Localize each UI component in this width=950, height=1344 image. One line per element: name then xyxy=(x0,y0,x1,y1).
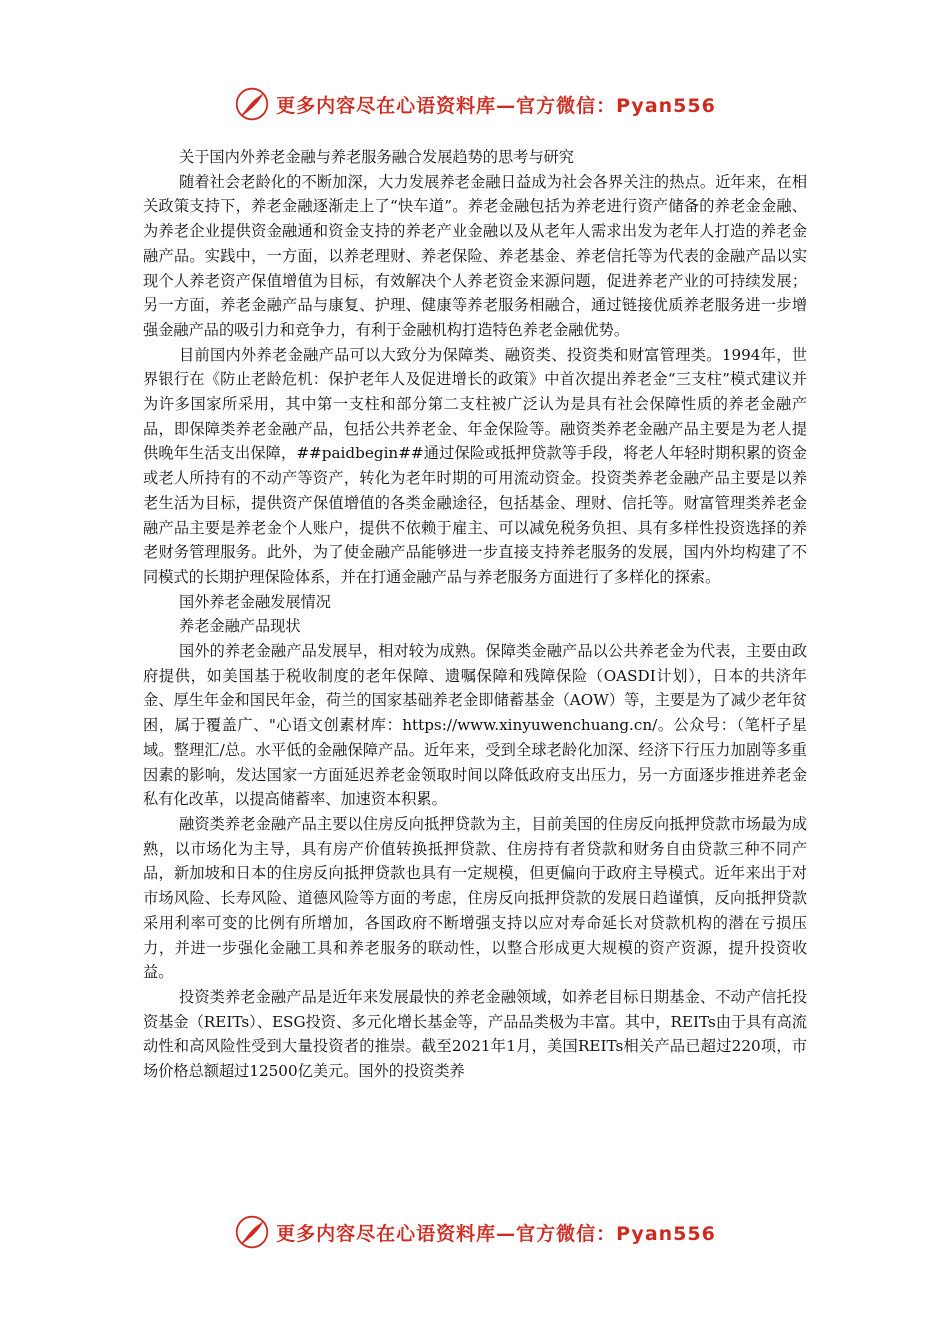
document-title: 关于国内外养老金融与养老服务融合发展趋势的思考与研究 xyxy=(179,148,574,166)
header-watermark-banner xyxy=(0,84,950,124)
feather-pen-logo-icon xyxy=(234,1214,270,1250)
paragraph-financing-products: 融资类养老金融产品主要以住房反向抵押贷款为主，目前美国的住房反向抵押贷款市场最为成熟，以市场化为主导，具有房产价值转换抵押贷款、住房持有者贷款和财务自由贷款三种不同产品，新加坡和日本的住房反向抵押贷款也具有一定规模，但更偏向于政府主导模式。近年来出于对市场风险、长寿风险、道德风险等方面的考虑，住房反向抵押贷款的发展日趋谨慎，反向抵押贷款采用利率可变的比例有所增加，各国政府不断增强支持以应对寿命延长对贷款机构的潜在亏损压力，并进一步强化金融工具和养老服务的联动性，以整合形成更大规模的资产资源，提升投资收益。 xyxy=(143,814,807,982)
document-body xyxy=(143,145,807,1084)
paragraph-product-types: 目前国内外养老金融产品可以大致分为保障类、融资类、投资类和财富管理类。1994年，世界银行在《防止老龄危机：保护老年人及促进增长的政策》中首次提出养老金“三支柱”模式建议并为许多国家所采用，其中第一支柱和部分第二支柱被广泛认为是具有社会保障性质的养老金融产品，即保障类养老金融产品，包括公共养老金、年金保险等。融资类养老金融产品主要是为老人提供晚年生活支出保障，##paidbegin##通过保险或抵押贷款等手段，将老人年轻时期积累的资金或老人所持有的不动产等资产，转化为老年时期的可用流动资金。投资类养老金融产品主要是以养老生活为目标，提供资产保值增值的各类金融途径，包括基金、理财、信托等。财富管理类养老金融产品主要是养老金个人账户，提供不依赖于雇主、可以减免税务负担、具有多样性投资选择的养老财务管理服务。此外，为了使金融产品能够进一步直接支持养老服务的发展，国内外均构建了不同模式的长期护理保险体系，并在打通金融产品与养老服务方面进行了多样化的探索。 xyxy=(143,345,807,586)
watermark-text: 更多内容尽在心语资料库—官方微信：Pyan556 xyxy=(276,1222,716,1245)
paragraph-intro: 随着社会老龄化的不断加深，大力发展养老金融日益成为社会各界关注的热点。近年来，在相关政策支持下，养老金融逐渐走上了“快车道”。养老金融包括为养老进行资产储备的养老金金融、为养老企业提供资金融通和资金支持的养老产业金融以及从老年人需求出发为老年人打造的养老金融产品。实践中，一方面，以养老理财、养老保险、养老基金、养老信托等为代表的金融产品以实现个人养老资产保值增值为目标，有效解决个人养老资金来源问题，促进养老产业的可持续发展；另一方面，养老金融产品与康复、护理、健康等养老服务相融合，通过链接优质养老服务进一步增强金融产品的吸引力和竞争力，有利于金融机构打造特色养老金融优势。 xyxy=(143,172,807,339)
subsection-heading-product-status: 养老金融产品现状 xyxy=(179,617,301,636)
section-heading-foreign-development: 国外养老金融发展情况 xyxy=(179,592,331,611)
footer-watermark-banner xyxy=(0,1212,950,1252)
feather-pen-logo-icon xyxy=(234,86,270,122)
paragraph-foreign-products: 国外的养老金融产品发展早，相对较为成熟。保障类金融产品以公共养老金为代表，主要由政府提供，如美国基于税收制度的老年保障、遗嘱保障和残障保险（OASDI计划），日本的共济年金、厚生年金和国民年金，荷兰的国家基础养老金即储蓄基金（AOW）等，主要是为了减少老年贫困，属于覆盖广、"心语文创素材库：https://www.xinyuwenchuang.cn/。公众号：（笔杆子星域。整理汇/总。水平低的金融保障产品。近年来，受到全球老龄化加深、经济下行压力加剧等多重因素的影响，发达国家一方面延迟养老金领取时间以降低政府支出压力，另一方面逐步推进养老金私有化改革，以提高储蓄率、加速资本积累。 xyxy=(143,642,807,809)
watermark-text: 更多内容尽在心语资料库—官方微信：Pyan556 xyxy=(276,94,716,117)
paragraph-investment-products: 投资类养老金融产品是近年来发展最快的养老金融领域，如养老目标日期基金、不动产信托投资基金（REITs）、ESG投资、多元化增长基金等，产品品类极为丰富。其中，REITs由于具有高流动性和高风险性受到大量投资者的推崇。截至2021年1月，美国REITs相关产品已超过220项，市场价格总额超过12500亿美元。国外的投资类养 xyxy=(143,987,807,1081)
